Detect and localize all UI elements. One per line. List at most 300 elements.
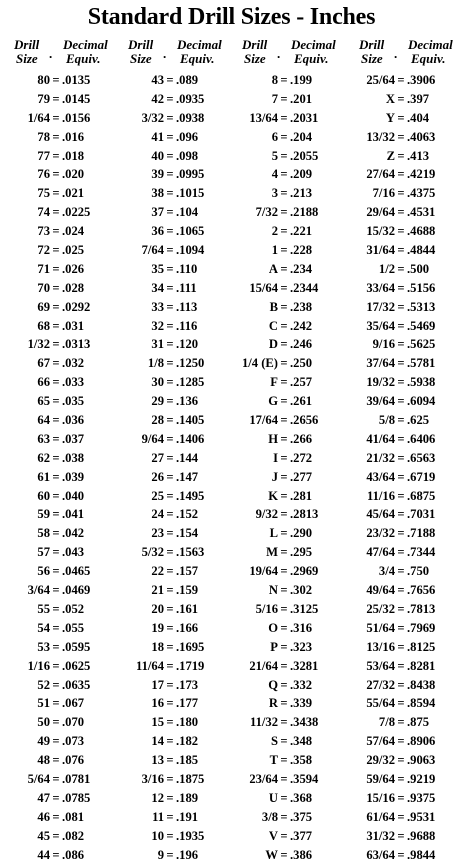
decimal-equivalent: .0635 — [62, 677, 91, 692]
decimal-equivalent: .0156 — [62, 110, 91, 125]
equals-sign: = — [166, 583, 174, 598]
decimal-equivalent: .104 — [176, 205, 199, 220]
table-row — [347, 600, 457, 619]
table-row — [230, 676, 340, 695]
drill-size: 63/64 — [366, 847, 395, 862]
drill-size: 11/64 — [136, 658, 164, 673]
equals-sign: = — [52, 469, 60, 484]
equals-sign: = — [166, 847, 174, 862]
equals-sign: = — [397, 356, 405, 371]
drill-size: 36 — [151, 224, 164, 239]
decimal-equivalent: .073 — [62, 734, 85, 749]
equals-sign: = — [397, 488, 405, 503]
table-row — [230, 430, 340, 449]
drill-size: 13 — [151, 753, 164, 768]
decimal-equivalent: .397 — [407, 91, 430, 106]
drill-size: 29/32 — [366, 753, 395, 768]
decimal-equivalent: .4688 — [407, 224, 436, 239]
decimal-equivalent: .1695 — [176, 639, 205, 654]
equals-sign: = — [280, 91, 288, 106]
table-row — [2, 184, 112, 203]
equals-sign: = — [52, 847, 60, 862]
table-row — [2, 581, 112, 600]
decimal-equivalent: .1094 — [176, 243, 205, 258]
equals-sign: = — [280, 129, 288, 144]
drill-size: 76 — [37, 167, 50, 182]
drill-size: 21/64 — [249, 658, 278, 673]
decimal-equivalent: .1405 — [176, 413, 205, 428]
decimal-equivalent: .228 — [290, 243, 313, 258]
decimal-equivalent: .358 — [290, 753, 313, 768]
equals-sign: = — [280, 205, 288, 220]
equals-sign: = — [52, 205, 60, 220]
equals-sign: = — [397, 413, 405, 428]
table-row — [2, 90, 112, 109]
equals-sign: = — [52, 715, 60, 730]
column-header — [116, 37, 226, 71]
decimal-equivalent: .116 — [176, 318, 198, 333]
drill-size: 14 — [151, 734, 164, 749]
drill-size: 37 — [151, 205, 164, 220]
header-separator: . — [277, 46, 281, 61]
decimal-equivalent: .0225 — [62, 205, 91, 220]
equals-sign: = — [52, 771, 60, 786]
drill-size: 27/64 — [366, 167, 395, 182]
table-row — [2, 619, 112, 638]
equals-sign: = — [397, 507, 405, 522]
table-row — [230, 354, 340, 373]
table-row — [230, 543, 340, 562]
table-row — [2, 335, 112, 354]
drill-size: 30 — [151, 375, 164, 390]
equals-sign: = — [166, 564, 174, 579]
decimal-equivalent: .9688 — [407, 828, 436, 843]
table-row — [2, 298, 112, 317]
equals-sign: = — [397, 337, 405, 352]
table-row — [116, 619, 226, 638]
table-row — [347, 147, 457, 166]
drill-size: 15/64 — [249, 280, 278, 295]
header-separator: . — [394, 46, 398, 61]
table-row — [347, 581, 457, 600]
table-row — [347, 789, 457, 808]
decimal-equivalent: .3438 — [290, 715, 319, 730]
decimal-equivalent: .098 — [176, 148, 199, 163]
equals-sign: = — [397, 375, 405, 390]
decimal-equivalent: .147 — [176, 469, 199, 484]
equals-sign: = — [397, 583, 405, 598]
decimal-equivalent: .2344 — [290, 280, 319, 295]
decimal-equivalent: .1935 — [176, 828, 205, 843]
equals-sign: = — [52, 73, 60, 87]
table-row — [2, 241, 112, 260]
equals-sign: = — [52, 186, 60, 201]
header-size-label: Drill — [242, 37, 268, 52]
equals-sign: = — [52, 526, 60, 541]
equals-sign: = — [166, 299, 174, 314]
drill-size: 47/64 — [366, 545, 395, 560]
table-row — [2, 109, 112, 128]
table-row — [116, 468, 226, 487]
drill-size: 23/64 — [249, 771, 278, 786]
equals-sign: = — [280, 488, 288, 503]
table-row — [2, 713, 112, 732]
equals-sign: = — [397, 545, 405, 560]
table-row — [230, 165, 340, 184]
decimal-equivalent: .076 — [62, 753, 85, 768]
equals-sign: = — [166, 110, 174, 125]
table-row — [2, 694, 112, 713]
drill-size: 1/2 — [378, 261, 395, 276]
table-row — [230, 581, 340, 600]
equals-sign: = — [166, 148, 174, 163]
table-row — [116, 638, 226, 657]
equals-sign: = — [166, 658, 174, 673]
equals-sign: = — [166, 753, 174, 768]
drill-size: 11/16 — [367, 488, 395, 503]
decimal-equivalent: .055 — [62, 620, 85, 635]
decimal-equivalent: .161 — [176, 601, 199, 616]
drill-size: L — [269, 526, 278, 541]
decimal-equivalent: .368 — [290, 790, 313, 805]
drill-size: 38 — [151, 186, 164, 201]
drill-size: I — [273, 450, 278, 465]
equals-sign: = — [397, 753, 405, 768]
equals-sign: = — [280, 431, 288, 446]
decimal-equivalent: .052 — [62, 601, 85, 616]
equals-sign: = — [397, 564, 405, 579]
drill-size: R — [268, 696, 278, 711]
equals-sign: = — [166, 224, 174, 239]
equals-sign: = — [52, 828, 60, 843]
drill-size: 49/64 — [366, 583, 395, 598]
decimal-equivalent: .039 — [62, 469, 85, 484]
decimal-equivalent: .113 — [176, 299, 198, 314]
decimal-equivalent: .250 — [290, 356, 313, 371]
decimal-equivalent: .4844 — [407, 243, 436, 258]
decimal-equivalent: .4219 — [407, 167, 436, 182]
decimal-equivalent: .750 — [407, 564, 430, 579]
drill-size: 19 — [151, 620, 164, 635]
decimal-equivalent: .182 — [176, 734, 199, 749]
drill-size: 19/64 — [249, 564, 278, 579]
decimal-equivalent: .191 — [176, 809, 199, 824]
drill-size: 62 — [37, 450, 50, 465]
decimal-equivalent: .4375 — [407, 186, 436, 201]
table-row — [116, 373, 226, 392]
drill-size: 70 — [37, 280, 50, 295]
equals-sign: = — [397, 469, 405, 484]
decimal-equivalent: .404 — [407, 110, 430, 125]
table-row — [230, 317, 340, 336]
decimal-equivalent: .1015 — [176, 186, 205, 201]
table-row — [230, 770, 340, 789]
table-row — [116, 260, 226, 279]
drill-size: 10 — [151, 828, 164, 843]
decimal-equivalent: .096 — [176, 129, 199, 144]
table-row — [347, 505, 457, 524]
equals-sign: = — [166, 413, 174, 428]
column-rows — [347, 71, 457, 864]
equals-sign: = — [166, 488, 174, 503]
table-row — [116, 71, 226, 90]
drill-size: 32 — [151, 318, 164, 333]
equals-sign: = — [280, 243, 288, 258]
decimal-equivalent: .213 — [290, 186, 313, 201]
drill-size: F — [270, 375, 278, 390]
drill-size: 1/16 — [27, 658, 50, 673]
decimal-equivalent: .1406 — [176, 431, 205, 446]
equals-sign: = — [166, 261, 174, 276]
equals-sign: = — [280, 507, 288, 522]
header-size-label: Size — [361, 51, 383, 66]
drill-size: 16 — [151, 696, 164, 711]
drill-size: 50 — [37, 715, 50, 730]
table-row — [230, 260, 340, 279]
drill-size: 47 — [37, 790, 50, 805]
decimal-equivalent: .277 — [290, 469, 313, 484]
drill-size: 9 — [157, 847, 164, 862]
decimal-equivalent: .238 — [290, 299, 313, 314]
drill-size: 49 — [37, 734, 50, 749]
decimal-equivalent: .020 — [62, 167, 85, 182]
header-separator: . — [49, 46, 53, 61]
decimal-equivalent: .018 — [62, 148, 85, 163]
decimal-equivalent: .2969 — [290, 564, 319, 579]
table-row — [116, 165, 226, 184]
decimal-equivalent: .0785 — [62, 790, 91, 805]
drill-size: 51 — [37, 696, 50, 711]
decimal-equivalent: .7969 — [407, 620, 436, 635]
drill-size: 17 — [151, 677, 164, 692]
decimal-equivalent: .3906 — [407, 73, 436, 87]
equals-sign: = — [280, 526, 288, 541]
chart-column — [347, 37, 457, 864]
equals-sign: = — [166, 205, 174, 220]
drill-size: 64 — [37, 413, 50, 428]
decimal-equivalent: .159 — [176, 583, 199, 598]
equals-sign: = — [52, 261, 60, 276]
drill-size: M — [266, 545, 278, 560]
equals-sign: = — [166, 394, 174, 409]
drill-size: 11/32 — [250, 715, 278, 730]
decimal-equivalent: .180 — [176, 715, 199, 730]
drill-size: 58 — [37, 526, 50, 541]
drill-size: 24 — [151, 507, 164, 522]
drill-size: 3/32 — [141, 110, 164, 125]
chart-column — [230, 37, 340, 864]
equals-sign: = — [166, 790, 174, 805]
decimal-equivalent: .166 — [176, 620, 199, 635]
table-row — [116, 789, 226, 808]
table-row — [116, 581, 226, 600]
drill-size: 8 — [271, 73, 278, 87]
decimal-equivalent: .386 — [290, 847, 313, 862]
header-size-label: Drill — [14, 37, 40, 52]
equals-sign: = — [280, 450, 288, 465]
table-row — [2, 203, 112, 222]
decimal-equivalent: .028 — [62, 280, 85, 295]
decimal-equivalent: .016 — [62, 129, 85, 144]
table-row — [347, 71, 457, 90]
drill-size: Y — [385, 110, 395, 125]
drill-size: S — [270, 734, 278, 749]
decimal-equivalent: .875 — [407, 715, 430, 730]
decimal-equivalent: .177 — [176, 696, 199, 711]
equals-sign: = — [52, 677, 60, 692]
decimal-equivalent: .199 — [290, 73, 313, 87]
equals-sign: = — [397, 261, 405, 276]
decimal-equivalent: .041 — [62, 507, 85, 522]
equals-sign: = — [52, 318, 60, 333]
decimal-equivalent: .021 — [62, 186, 85, 201]
drill-size: 7 — [271, 91, 278, 106]
decimal-equivalent: .3594 — [290, 771, 319, 786]
header-decimal-label: Decimal — [63, 37, 108, 52]
table-row — [230, 128, 340, 147]
header-size-label: Drill — [128, 37, 154, 52]
header-decimal-label: Decimal — [408, 37, 453, 52]
drill-size: 9/16 — [372, 337, 395, 352]
drill-size: 17/32 — [366, 299, 395, 314]
table-row — [116, 600, 226, 619]
table-row — [230, 449, 340, 468]
equals-sign: = — [166, 696, 174, 711]
decimal-equivalent: .2656 — [290, 413, 319, 428]
decimal-equivalent: .043 — [62, 545, 85, 560]
equals-sign: = — [280, 186, 288, 201]
drill-size: 57/64 — [366, 734, 395, 749]
drill-size: 53 — [37, 639, 50, 654]
equals-sign: = — [280, 469, 288, 484]
drill-size: 43 — [151, 73, 164, 87]
table-row — [116, 694, 226, 713]
decimal-equivalent: .5781 — [407, 356, 436, 371]
table-row — [2, 600, 112, 619]
equals-sign: = — [52, 734, 60, 749]
decimal-equivalent: .081 — [62, 809, 85, 824]
equals-sign: = — [280, 753, 288, 768]
drill-size: C — [268, 318, 278, 333]
table-row — [347, 411, 457, 430]
drill-size: 34 — [151, 280, 164, 295]
decimal-equivalent: .8906 — [407, 734, 436, 749]
decimal-equivalent: .7031 — [407, 507, 436, 522]
table-row — [347, 184, 457, 203]
table-row — [230, 713, 340, 732]
decimal-equivalent: .070 — [62, 715, 85, 730]
decimal-equivalent: .082 — [62, 828, 85, 843]
table-row — [2, 543, 112, 562]
decimal-equivalent: .234 — [290, 261, 313, 276]
drill-size: 28 — [151, 413, 164, 428]
decimal-equivalent: .242 — [290, 318, 313, 333]
equals-sign: = — [397, 148, 405, 163]
equals-sign: = — [52, 224, 60, 239]
table-row — [2, 260, 112, 279]
chart-column — [116, 37, 226, 864]
decimal-equivalent: .7656 — [407, 583, 436, 598]
equals-sign: = — [397, 91, 405, 106]
drill-size: 23 — [151, 526, 164, 541]
table-row — [116, 279, 226, 298]
equals-sign: = — [52, 129, 60, 144]
drill-size: 46 — [37, 809, 50, 824]
decimal-equivalent: .1563 — [176, 545, 205, 560]
drill-size: 27 — [151, 450, 164, 465]
decimal-equivalent: .0135 — [62, 73, 91, 87]
drill-size: 35/64 — [366, 318, 395, 333]
table-row — [116, 241, 226, 260]
decimal-equivalent: .9219 — [407, 771, 436, 786]
equals-sign: = — [52, 148, 60, 163]
decimal-equivalent: .204 — [290, 129, 313, 144]
drill-size: 31/64 — [366, 243, 395, 258]
table-row — [230, 619, 340, 638]
drill-size: D — [268, 337, 278, 352]
drill-size: 45/64 — [366, 507, 395, 522]
drill-size: 73 — [37, 224, 50, 239]
equals-sign: = — [166, 356, 174, 371]
decimal-equivalent: .377 — [290, 828, 313, 843]
equals-sign: = — [280, 299, 288, 314]
equals-sign: = — [52, 753, 60, 768]
equals-sign: = — [166, 809, 174, 824]
drill-size: 15 — [151, 715, 164, 730]
table-row — [2, 411, 112, 430]
table-row — [2, 770, 112, 789]
drill-size: 3/4 — [378, 564, 395, 579]
equals-sign: = — [280, 639, 288, 654]
chart-column — [2, 37, 112, 864]
drill-size: 7/16 — [372, 186, 395, 201]
equals-sign: = — [280, 318, 288, 333]
decimal-equivalent: .1495 — [176, 488, 205, 503]
header-size-label: Size — [244, 51, 266, 66]
drill-size: U — [268, 790, 278, 805]
drill-size: 57 — [37, 545, 50, 560]
table-row — [2, 373, 112, 392]
table-row — [230, 298, 340, 317]
decimal-equivalent: .7813 — [407, 601, 436, 616]
header-size-label: Size — [130, 51, 152, 66]
drill-size: A — [268, 261, 278, 276]
table-row — [116, 392, 226, 411]
drill-size: 33 — [151, 299, 164, 314]
table-row — [116, 109, 226, 128]
table-row — [230, 487, 340, 506]
decimal-equivalent: .1285 — [176, 375, 205, 390]
decimal-equivalent: .196 — [176, 847, 199, 862]
decimal-equivalent: .031 — [62, 318, 85, 333]
drill-size: 39 — [151, 167, 164, 182]
decimal-equivalent: .8594 — [407, 696, 436, 711]
decimal-equivalent: .3125 — [290, 601, 319, 616]
drill-size: 63 — [37, 431, 50, 446]
drill-size: 35 — [151, 261, 164, 276]
equals-sign: = — [280, 771, 288, 786]
decimal-equivalent: .246 — [290, 337, 313, 352]
table-row — [230, 562, 340, 581]
decimal-equivalent: .038 — [62, 450, 85, 465]
drill-size: 53/64 — [366, 658, 395, 673]
drill-size: P — [270, 639, 278, 654]
table-row — [347, 354, 457, 373]
equals-sign: = — [166, 318, 174, 333]
equals-sign: = — [52, 91, 60, 106]
equals-sign: = — [280, 696, 288, 711]
drill-size: 56 — [37, 564, 50, 579]
